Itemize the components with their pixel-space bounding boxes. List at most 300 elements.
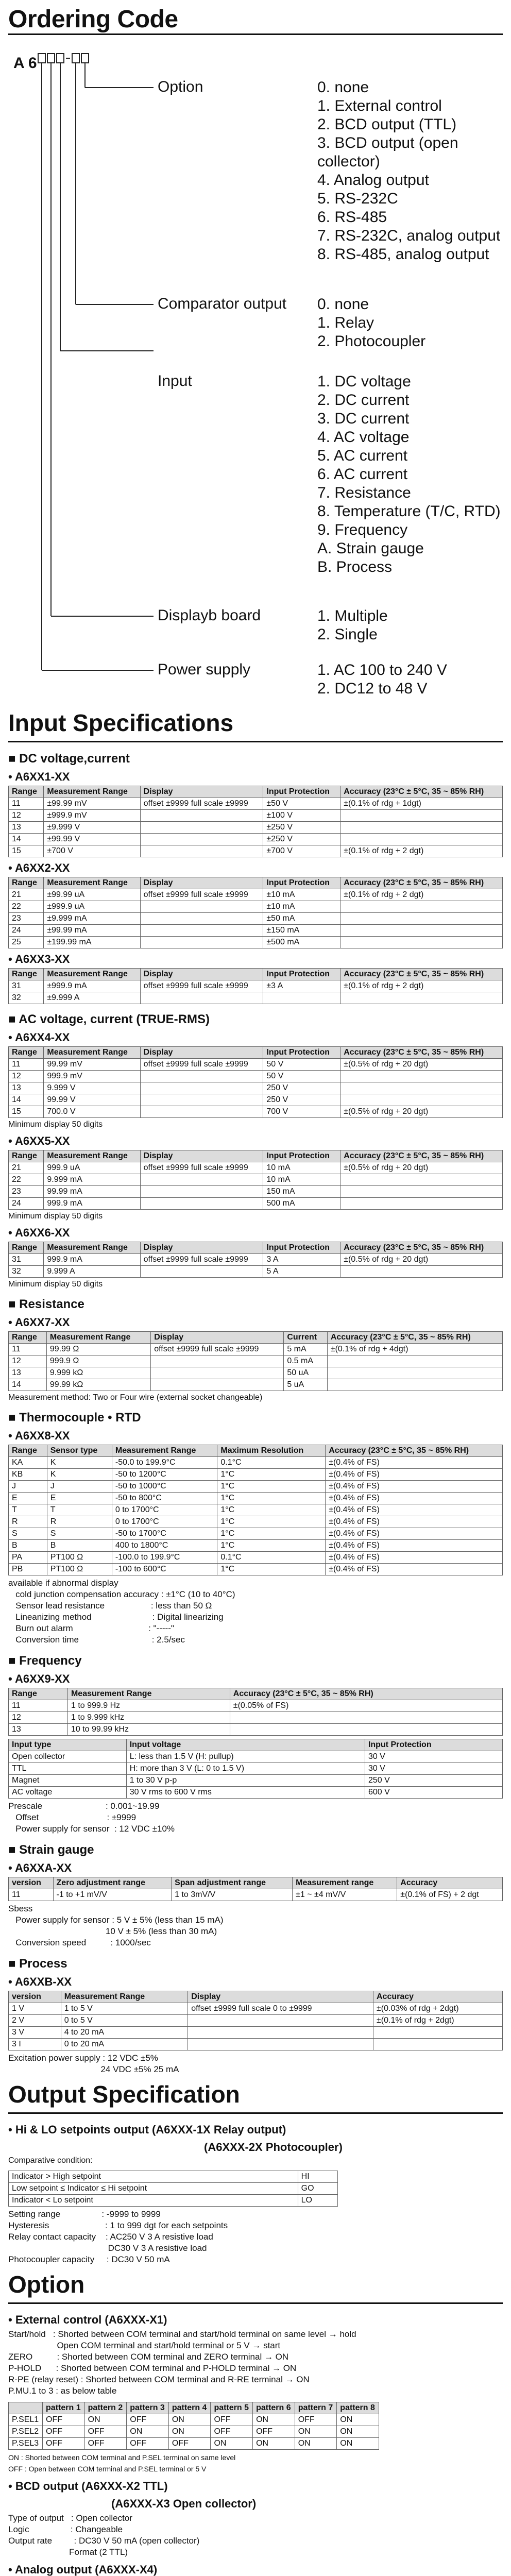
table-cell: 30 V rms to 600 V rms <box>126 1787 365 1799</box>
table-cell: ±(0.1% of rdg + 4dgt) <box>327 1344 502 1355</box>
table-header: pattern 1 <box>43 2402 85 2414</box>
input-spec-title: Input Specifications <box>8 709 234 736</box>
table-row <box>9 925 503 937</box>
table-row <box>9 1379 503 1391</box>
table-cell <box>340 1266 503 1278</box>
table-header: Accuracy (23°C ± 5°C, 35 ~ 85% RH) <box>326 1445 503 1457</box>
table-cell: 999.9 Ω <box>46 1355 150 1367</box>
table-cell <box>340 901 503 913</box>
table-row <box>9 1254 503 1266</box>
table-cell <box>140 937 263 948</box>
table-row <box>9 1344 503 1355</box>
thermo-notes: available if abnormal display cold junction compensation accuracy : ±1°C (10 to 40°C) Sensor lead resistance : less than 50 Ω Lineanizing method : Digital linearizing Burn out alarm : "-----" Conversion time : 2.5/sec <box>8 1578 235 1645</box>
thermo-title: ■ Thermocouple • RTD <box>8 1411 141 1425</box>
freq-input-table <box>8 1739 503 1799</box>
list-item: 7. RS-232C, analog output <box>317 227 501 244</box>
acv-table-2 <box>8 1150 503 1210</box>
list-item: 7. Resistance <box>317 484 411 501</box>
list-item: 5. RS-232C <box>317 190 398 207</box>
table-cell <box>140 1106 263 1118</box>
table-cell: -50 to 1200°C <box>112 1469 217 1481</box>
table-cell: T <box>9 1504 47 1516</box>
table-cell: 400 to 1800°C <box>112 1540 217 1552</box>
table-row <box>9 1071 503 1082</box>
table-cell: ±700 V <box>44 845 140 857</box>
table-header: pattern 6 <box>253 2402 295 2414</box>
table-cell: ±9.999 mA <box>44 913 140 925</box>
strain-sub1: • A6XXA-XX <box>8 1861 72 1874</box>
table-cell: 15 <box>9 845 44 857</box>
table-cell: K <box>47 1469 112 1481</box>
table-header: Measurement Range <box>44 1150 140 1162</box>
table-cell: 1°C <box>217 1540 326 1552</box>
table-cell: offset ±9999 full scale ±9999 <box>151 1344 284 1355</box>
table-row <box>9 992 503 1004</box>
table-row <box>9 1889 503 1901</box>
dcv-table-3 <box>8 968 503 1004</box>
table-cell: offset ±9999 full scale ±9999 <box>140 1059 263 1071</box>
table-cell: ±(0.1% of rdg + 2 dgt) <box>340 845 503 857</box>
acv-table-1 <box>8 1046 503 1118</box>
table-cell: 23 <box>9 913 44 925</box>
table-cell: OFF <box>43 2438 85 2450</box>
table-cell: 11 <box>9 1889 54 1901</box>
table-cell: P.SEL3 <box>9 2438 43 2450</box>
table-header: Measurement Range <box>61 1991 188 2003</box>
list-item: 2. DC current <box>317 392 410 409</box>
table-row <box>9 2426 379 2438</box>
table-cell: 14 <box>9 834 44 845</box>
table-row <box>9 810 503 822</box>
table-cell: 9.999 V <box>44 1082 140 1094</box>
cond-text: Setting range : -9999 to 9999 Hysteresis : 1 to 999 dgt for each setpoints Relay contact capacity : AC250 V 3 A resistive load DC30 V 3 A resistive load Photocoupler capacity : DC30 V 50 mA <box>8 2209 228 2264</box>
table-cell: 24 <box>9 925 44 937</box>
table-cell <box>140 1071 263 1082</box>
table-header: Range <box>9 1047 44 1059</box>
table-cell: 10 mA <box>263 1162 340 1174</box>
table-cell: 250 V <box>263 1094 340 1106</box>
table-cell: ±199.99 mA <box>44 937 140 948</box>
table-header: Input voltage <box>126 1739 365 1751</box>
table-cell: ±10 mA <box>263 889 340 901</box>
table-cell: 13 <box>9 822 44 834</box>
table-header: Measurement range <box>293 1877 397 1889</box>
table-header: Display <box>140 1150 263 1162</box>
list-item: 8. Temperature (T/C, RTD) <box>317 503 501 520</box>
table-cell: ±250 V <box>263 834 340 845</box>
comparator-label: Comparator output <box>158 295 287 312</box>
table-header: Accuracy (23°C ± 5°C, 35 ~ 85% RH) <box>327 1332 502 1344</box>
table-cell: ±(0.1% of rdg + 1dgt) <box>340 798 503 810</box>
table-row <box>9 2171 338 2183</box>
table-cell: -50.0 to 199.9°C <box>112 1457 217 1469</box>
table-row <box>9 1367 503 1379</box>
table-cell: ±(0.1% of rdg + 2 dgt) <box>340 889 503 901</box>
table-cell: 999.9 uA <box>44 1162 140 1174</box>
table-row <box>9 1493 503 1504</box>
list-item: 2. Single <box>317 626 378 643</box>
comp-cond: Comparative condition: <box>8 2156 93 2165</box>
table-cell: 11 <box>9 798 44 810</box>
table-cell: PA <box>9 1552 47 1564</box>
table-cell <box>140 992 263 1004</box>
table-cell: 250 V <box>263 1082 340 1094</box>
dcv-table-1 <box>8 786 503 857</box>
table-row <box>9 845 503 857</box>
table-header: Input Protection <box>263 969 340 980</box>
table-cell: 50 uA <box>284 1367 328 1379</box>
title-rule <box>8 33 503 35</box>
table-row <box>9 1469 503 1481</box>
table-cell: 11 <box>9 1344 47 1355</box>
acv-sub1: • A6XX4-XX <box>8 1031 70 1044</box>
bcd-text: Type of output : Open collector Logic : Changeable Output rate : DC30 V 50 mA (open collector) Format (2 TTL) <box>8 2513 200 2557</box>
table-row <box>9 913 503 925</box>
table-cell: PT100 Ω <box>47 1552 112 1564</box>
table-cell <box>340 822 503 834</box>
table-cell: T <box>47 1504 112 1516</box>
page <box>8 0 503 2576</box>
table-cell: OFF <box>43 2426 85 2438</box>
table-header: Accuracy (23°C ± 5°C, 35 ~ 85% RH) <box>340 786 503 798</box>
table-cell: Open collector <box>9 1751 127 1763</box>
table-cell <box>340 834 503 845</box>
table-cell: ON <box>337 2426 379 2438</box>
table-row <box>9 1552 503 1564</box>
table-cell: offset ±9999 full scale ±9999 <box>140 798 263 810</box>
table-row <box>9 1198 503 1210</box>
table-cell: 1 to 30 V p-p <box>126 1775 365 1787</box>
table-header: Maximum Resolution <box>217 1445 326 1457</box>
dcv-title: ■ DC voltage,current <box>8 752 130 766</box>
table-header: Input Protection <box>263 786 340 798</box>
thermo-sub1: • A6XX8-XX <box>8 1429 70 1442</box>
pattern-table <box>8 2402 379 2450</box>
table-header: Accuracy (23°C ± 5°C, 35 ~ 85% RH) <box>340 969 503 980</box>
table-cell: ±99.99 mA <box>44 925 140 937</box>
table-cell: 700 V <box>263 1106 340 1118</box>
table-header: Span adjustment range <box>172 1877 293 1889</box>
hilo-title: • Hi & LO setpoints output (A6XXX-1X Relay output) <box>8 2123 286 2136</box>
table-cell: OFF <box>127 2414 169 2426</box>
table-header: pattern 7 <box>295 2402 337 2414</box>
table-cell <box>340 992 503 1004</box>
table-cell: E <box>9 1493 47 1504</box>
table-header: Range <box>9 1688 68 1700</box>
res-sub1: • A6XX7-XX <box>8 1316 70 1329</box>
table-row <box>9 1700 503 1712</box>
table-cell <box>140 810 263 822</box>
table-header: Input type <box>9 1739 127 1751</box>
table-cell: ±(0.4% of FS) <box>326 1540 503 1552</box>
table-header: Display <box>140 969 263 980</box>
table-cell: B <box>9 1540 47 1552</box>
table-header: Measurement Range <box>67 1688 230 1700</box>
table-row <box>9 1787 503 1799</box>
table-cell: 3 I <box>9 2039 61 2050</box>
table-cell <box>140 1174 263 1186</box>
table-cell: E <box>47 1493 112 1504</box>
table-header: Display <box>140 786 263 798</box>
acv-note2: Minimum display 50 digits <box>8 1212 103 1221</box>
table-cell: ±10 mA <box>263 901 340 913</box>
table-cell: 13 <box>9 1724 68 1736</box>
table-cell <box>340 1071 503 1082</box>
section-rule <box>8 2112 503 2114</box>
ordering-title: Ordering Code <box>8 6 178 33</box>
table-cell: 0 to 20 mA <box>61 2039 188 2050</box>
table-cell: ±(0.1% of rdg + 2dgt) <box>373 2015 502 2027</box>
table-cell: 9.999 A <box>44 1266 140 1278</box>
table-cell: ±700 V <box>263 845 340 857</box>
table-header: Sensor type <box>47 1445 112 1457</box>
strain-notes: Sbess Power supply for sensor : 5 V ± 5% (less than 15 mA) 10 V ± 5% (less than 30 mA) Conversion speed : 1000/sec <box>8 1904 224 1947</box>
table-cell: 0 to 1700°C <box>112 1516 217 1528</box>
table-cell: 2 V <box>9 2015 61 2027</box>
table-cell: ON <box>253 2414 295 2426</box>
table-row <box>9 1481 503 1493</box>
table-cell: OFF <box>84 2426 127 2438</box>
table-cell: ON <box>295 2438 337 2450</box>
table-cell: 11 <box>9 1059 44 1071</box>
strain-title: ■ Strain gauge <box>8 1843 94 1857</box>
table-cell: 5 uA <box>284 1379 328 1391</box>
table-cell: ±100 V <box>263 810 340 822</box>
table-header: Input Protection <box>263 1047 340 1059</box>
list-item: 4. AC voltage <box>317 429 410 446</box>
table-cell: offset ±9999 full scale ±9999 <box>140 889 263 901</box>
table-cell: OFF <box>211 2414 253 2426</box>
table-cell: 500 mA <box>263 1198 340 1210</box>
table-cell <box>340 1198 503 1210</box>
freq-table <box>8 1688 503 1736</box>
table-cell: 22 <box>9 1174 44 1186</box>
table-cell: ON <box>295 2426 337 2438</box>
list-item: 2. DC12 to 48 V <box>317 680 428 697</box>
table-row <box>9 2183 338 2195</box>
table-cell: 1 to 999.9 Hz <box>67 1700 230 1712</box>
table-cell: Indicator < Lo setpoint <box>9 2195 298 2207</box>
list-item: 6. AC current <box>317 466 408 483</box>
power-list <box>317 661 447 698</box>
table-cell: 1°C <box>217 1564 326 1575</box>
table-cell: J <box>9 1481 47 1493</box>
table-row <box>9 1174 503 1186</box>
table-row <box>9 1751 503 1763</box>
table-cell <box>140 901 263 913</box>
table-cell: 1 to 3mV/V <box>172 1889 293 1901</box>
table-cell: ±(0.05% of FS) <box>230 1700 502 1712</box>
table-cell <box>340 1082 503 1094</box>
table-row <box>9 822 503 834</box>
table-cell: offset ±9999 full scale ±9999 <box>140 1254 263 1266</box>
display-list <box>317 607 388 644</box>
table-cell: offset ±9999 full scale ±9999 <box>140 1162 263 1174</box>
display-label: Displayb board <box>158 607 261 624</box>
table-header: Measurement Range <box>44 877 140 889</box>
table-cell: -50 to 800°C <box>112 1493 217 1504</box>
table-cell <box>151 1355 284 1367</box>
dcv-sub1: • A6XX1-XX <box>8 770 70 783</box>
list-item: 0. none <box>317 296 369 313</box>
acv-note1: Minimum display 50 digits <box>8 1120 103 1129</box>
list-item: 2. BCD output (TTL) <box>317 116 457 133</box>
table-cell: ON <box>337 2414 379 2426</box>
table-cell: -100 to 600°C <box>112 1564 217 1575</box>
power-label: Power supply <box>158 661 251 678</box>
table-cell: ±(0.4% of FS) <box>326 1516 503 1528</box>
table-row <box>9 1540 503 1552</box>
list-item: 1. DC voltage <box>317 373 411 390</box>
table-cell: 999.9 mA <box>44 1254 140 1266</box>
table-header: Display <box>140 1047 263 1059</box>
model-code: A 6 <box>13 55 37 72</box>
table-cell: ±50 V <box>263 798 340 810</box>
res-note: Measurement method: Two or Four wire (external socket changeable) <box>8 1393 263 1402</box>
table-row <box>9 1355 503 1367</box>
table-cell: Magnet <box>9 1775 127 1787</box>
table-cell: B <box>47 1540 112 1552</box>
option-label: Option <box>158 78 203 95</box>
freq-sub1: • A6XX9-XX <box>8 1672 70 1685</box>
table-cell: ±(0.4% of FS) <box>326 1564 503 1575</box>
table-cell <box>230 1712 502 1724</box>
table-cell: KB <box>9 1469 47 1481</box>
table-header: Measurement Range <box>44 1242 140 1254</box>
table-cell: 1°C <box>217 1504 326 1516</box>
table-header: version <box>9 1877 54 1889</box>
ext-text: Start/hold : Shorted between COM terminal and start/hold terminal on same level → hold Open COM terminal and start/hold terminal or 5 V → start ZERO : Shorted between COM terminal and ZERO terminal → ON P-HOLD : Shorted between COM terminal and P-HOLD terminal → ON R-PE (relay reset) : Shorted between COM terminal and R-RE terminal → ON P.MU.1 to 3 : as below table <box>8 2329 356 2396</box>
table-header: Input Protection <box>263 1150 340 1162</box>
dcv-table-2 <box>8 877 503 948</box>
table-cell: 99.99 kΩ <box>46 1379 150 1391</box>
table-cell: ±(0.4% of FS) <box>326 1481 503 1493</box>
res-table <box>8 1331 503 1391</box>
table-cell: 700.0 V <box>44 1106 140 1118</box>
table-cell: ±99.99 mV <box>44 798 140 810</box>
table-header: Accuracy <box>373 1991 502 2003</box>
table-cell: 1°C <box>217 1516 326 1528</box>
process-title: ■ Process <box>8 1957 67 1971</box>
table-cell: 0 to 1700°C <box>112 1504 217 1516</box>
table-header: Measurement Range <box>112 1445 217 1457</box>
table-cell: 12 <box>9 1712 68 1724</box>
table-cell: H: more than 3 V (L: 0 to 1.5 V) <box>126 1763 365 1775</box>
table-cell: 14 <box>9 1379 47 1391</box>
table-header: Range <box>9 969 44 980</box>
table-cell: 1 V <box>9 2003 61 2015</box>
table-cell: ±(0.4% of FS) <box>326 1504 503 1516</box>
table-header <box>9 2402 43 2414</box>
table-row <box>9 937 503 948</box>
table-cell: 13 <box>9 1082 44 1094</box>
table-header: Display <box>151 1332 284 1344</box>
acv-title: ■ AC voltage, current (TRUE-RMS) <box>8 1012 210 1026</box>
process-table <box>8 1991 503 2050</box>
res-title: ■ Resistance <box>8 1297 84 1311</box>
table-row <box>9 834 503 845</box>
table-row <box>9 1528 503 1540</box>
table-cell: 250 V <box>365 1775 502 1787</box>
dcv-sub3: • A6XX3-XX <box>8 953 70 965</box>
table-cell: 50 V <box>263 1059 340 1071</box>
pattern-note: ON : Shorted between COM terminal and P.SEL terminal on same level OFF : Open between COM terminal and P.SEL terminal or 5 V <box>8 2453 236 2473</box>
table-cell <box>327 1355 502 1367</box>
table-cell: J <box>47 1481 112 1493</box>
table-cell: LO <box>298 2195 337 2207</box>
list-item: 5. AC current <box>317 447 408 464</box>
table-cell: 9.999 kΩ <box>46 1367 150 1379</box>
table-cell: HI <box>298 2171 337 2183</box>
table-cell: ±999.9 mV <box>44 810 140 822</box>
table-row <box>9 2039 503 2050</box>
table-cell: 999.9 mV <box>44 1071 140 1082</box>
table-row <box>9 1775 503 1787</box>
table-header: Range <box>9 1445 47 1457</box>
table-cell: 32 <box>9 1266 44 1278</box>
list-item: 1. AC 100 to 240 V <box>317 662 447 679</box>
table-cell <box>140 1186 263 1198</box>
table-cell: ±(0.1% of FS) + 2 dgt <box>397 1889 503 1901</box>
table-cell <box>140 822 263 834</box>
table-cell: ±(0.5% of rdg + 20 dgt) <box>340 1162 503 1174</box>
table-cell: PB <box>9 1564 47 1575</box>
table-header: Range <box>9 877 44 889</box>
table-header: Input Protection <box>365 1739 502 1751</box>
table-header: Measurement Range <box>44 1047 140 1059</box>
table-cell: 50 V <box>263 1071 340 1082</box>
table-row <box>9 1106 503 1118</box>
table-cell: GO <box>298 2183 337 2195</box>
table-header: Accuracy <box>397 1877 503 1889</box>
table-cell: 99.99 Ω <box>46 1344 150 1355</box>
list-item: 0. none <box>317 79 369 96</box>
table-cell: ±99.99 uA <box>44 889 140 901</box>
bcd-title2: (A6XXX-X3 Open collector) <box>111 2497 257 2510</box>
table-cell: -50 to 1700°C <box>112 1528 217 1540</box>
table-cell: OFF <box>127 2438 169 2450</box>
table-cell: 14 <box>9 1094 44 1106</box>
table-row <box>9 889 503 901</box>
table-header: Range <box>9 786 44 798</box>
option-title: Option <box>8 2271 85 2298</box>
table-cell: 3 V <box>9 2027 61 2039</box>
table-cell: 1°C <box>217 1493 326 1504</box>
table-cell: 999.9 mA <box>44 1198 140 1210</box>
acv-sub3: • A6XX6-XX <box>8 1226 70 1239</box>
table-header: pattern 2 <box>84 2402 127 2414</box>
table-row <box>9 1059 503 1071</box>
strain-table <box>8 1877 503 1901</box>
list-item: 3. DC current <box>317 410 410 427</box>
table-cell: 10 to 99.99 kHz <box>67 1724 230 1736</box>
table-header: pattern 8 <box>337 2402 379 2414</box>
table-row <box>9 1082 503 1094</box>
table-cell: PT100 Ω <box>47 1564 112 1575</box>
table-header: Accuracy (23°C ± 5°C, 35 ~ 85% RH) <box>340 1150 503 1162</box>
table-cell: 31 <box>9 1254 44 1266</box>
table-cell: OFF <box>43 2414 85 2426</box>
table-row <box>9 2438 379 2450</box>
process-note: Excitation power supply : 12 VDC ±5% 24 VDC ±5% 25 mA <box>8 2053 179 2074</box>
table-cell: ON <box>211 2438 253 2450</box>
table-cell: 0.5 mA <box>284 1355 328 1367</box>
table-row <box>9 1516 503 1528</box>
table-header: Accuracy (23°C ± 5°C, 35 ~ 85% RH) <box>340 1242 503 1254</box>
table-cell: 21 <box>9 889 44 901</box>
table-cell: 4 to 20 mA <box>61 2027 188 2039</box>
table-row <box>9 1094 503 1106</box>
